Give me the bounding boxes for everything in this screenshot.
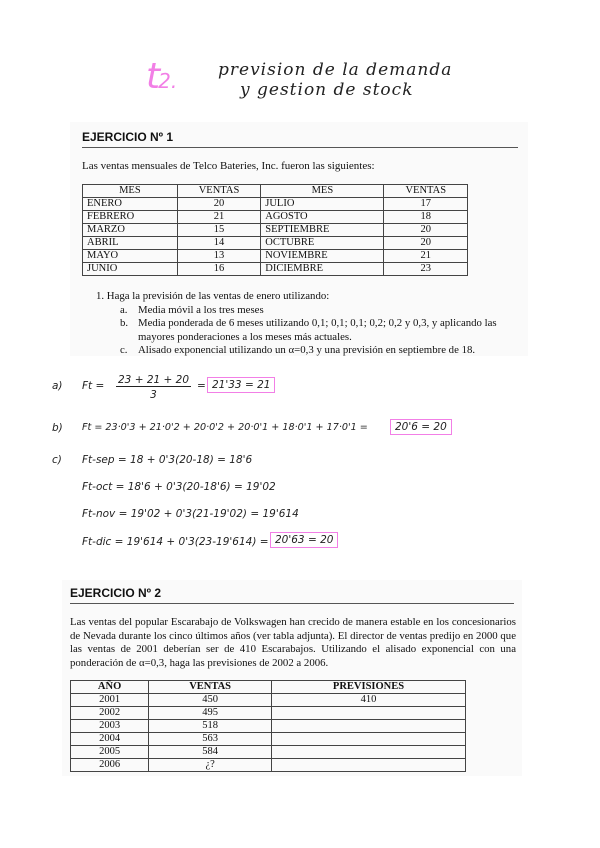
item-letter: a. [120, 303, 128, 316]
header-cell: AÑO [71, 681, 149, 694]
item-text: Media móvil a los tres meses [138, 303, 264, 316]
solution-a-fraction [116, 374, 191, 401]
month-cell: SEPTIEMBRE [261, 224, 384, 237]
solution-c-line: Ft-dic = 19'614 + 0'3(23-19'614) = [82, 536, 269, 548]
table-row [71, 694, 466, 707]
solution-a-lhs: Ft = [82, 380, 105, 392]
exercise2-block [62, 580, 522, 776]
header-cell: VENTAS [384, 185, 468, 198]
sales-cell: 14 [177, 237, 260, 250]
exercise2-title: EJERCICIO Nº 2 [70, 586, 514, 604]
forecast-cell [272, 707, 466, 720]
sales-cell: 17 [384, 198, 468, 211]
fraction-numerator: 23 + 21 + 20 [118, 374, 190, 386]
month-cell: MAYO [83, 250, 178, 263]
list-item [120, 304, 500, 318]
solution-b-label: b) [52, 422, 63, 434]
solution-c-result: 20'63 = 20 [270, 532, 338, 548]
table-row [71, 707, 466, 720]
sales-cell: 21 [384, 250, 468, 263]
solution-c-line: Ft-sep = 18 + 0'3(20-18) = 18'6 [82, 454, 253, 466]
month-cell: DICIEMBRE [261, 263, 384, 276]
fraction-denominator: 3 [150, 389, 157, 401]
year-cell: 2001 [71, 694, 149, 707]
table-row [71, 759, 466, 772]
year-cell: 2003 [71, 720, 149, 733]
sales-cell: 584 [149, 746, 272, 759]
forecast-cell [272, 733, 466, 746]
table-row [83, 198, 468, 211]
topic-label [146, 56, 177, 97]
sales-cell: 21 [177, 211, 260, 224]
table-row [71, 733, 466, 746]
exercise2-paragraph: Las ventas del popular Escarabajo de Volkswagen han crecido de manera estable en los concesionarios de Nevada durante los cinco últimos años (ver tabla adjunta). El director de ventas predijo en 2000 que las ventas de 2001 deberían ser de 410 Escarabajos. Utilizando el alisado exponencial con una ponderación de α=0,3, haga las previsiones de 2002 a 2006. [70, 616, 516, 669]
month-cell: JULIO [261, 198, 384, 211]
table-row [83, 237, 468, 250]
header-cell: VENTAS [149, 681, 272, 694]
sales-cell: 23 [384, 263, 468, 276]
sales-cell: 20 [177, 198, 260, 211]
month-cell: NOVIEMBRE [261, 250, 384, 263]
month-cell: ENERO [83, 198, 178, 211]
item-text: Media ponderada de 6 meses utilizando 0,1; 0,1; 0,1; 0,2; 0,2 y 0,3, y aplicando las mayores ponderaciones a los meses más actuales. [138, 317, 497, 343]
year-cell: 2006 [71, 759, 149, 772]
exercise1-block [70, 122, 528, 356]
header-cell: VENTAS [177, 185, 260, 198]
list-item [120, 344, 500, 358]
item-text: Alisado exponencial utilizando un α=0,3 y una previsión en septiembre de 18. [138, 344, 476, 356]
year-cell: 2004 [71, 733, 149, 746]
table-header-row [83, 185, 468, 198]
month-cell: ABRIL [83, 237, 178, 250]
forecast-cell [272, 720, 466, 733]
forecast-table [70, 680, 466, 772]
month-cell: OCTUBRE [261, 237, 384, 250]
sales-table [82, 184, 468, 276]
page-title-line1: prevision de la demanda [218, 60, 453, 80]
table-header-row [71, 681, 466, 694]
header-cell: MES [83, 185, 178, 198]
sales-cell: 15 [177, 224, 260, 237]
table-row [83, 250, 468, 263]
forecast-cell: 410 [272, 694, 466, 707]
table-row [83, 263, 468, 276]
month-cell: JUNIO [83, 263, 178, 276]
sales-cell: 16 [177, 263, 260, 276]
year-cell: 2002 [71, 707, 149, 720]
topic-number: 2. [158, 69, 178, 93]
topic-letter: t [146, 56, 159, 97]
solution-a-equals: = [197, 380, 206, 392]
solution-c-line: Ft-oct = 18'6 + 0'3(20-18'6) = 19'02 [82, 481, 276, 493]
page-title-line2: y gestion de stock [240, 80, 414, 100]
header-cell: MES [261, 185, 384, 198]
month-cell: AGOSTO [261, 211, 384, 224]
solution-b-result: 20'6 = 20 [390, 419, 452, 435]
table-row [83, 211, 468, 224]
table-row [71, 746, 466, 759]
solution-a-result: 21'33 = 21 [207, 377, 275, 393]
sales-cell: 518 [149, 720, 272, 733]
month-cell: FEBRERO [83, 211, 178, 224]
year-cell: 2005 [71, 746, 149, 759]
sales-cell: ¿? [149, 759, 272, 772]
forecast-cell [272, 746, 466, 759]
sales-cell: 13 [177, 250, 260, 263]
solution-a-label: a) [52, 380, 63, 392]
sales-cell: 563 [149, 733, 272, 746]
solution-c-line: Ft-nov = 19'02 + 0'3(21-19'02) = 19'614 [82, 508, 299, 520]
header-cell: PREVISIONES [272, 681, 466, 694]
month-cell: MARZO [83, 224, 178, 237]
item-letter: c. [120, 344, 128, 356]
item-letter: b. [120, 317, 129, 329]
exercise1-title: EJERCICIO Nº 1 [82, 130, 518, 148]
sales-cell: 450 [149, 694, 272, 707]
table-row [83, 224, 468, 237]
sales-cell: 20 [384, 237, 468, 250]
forecast-cell [272, 759, 466, 772]
solution-c-label: c) [52, 454, 62, 466]
solution-b-expression: Ft = 23·0'3 + 21·0'2 + 20·0'2 + 20·0'1 + 18·0'1 + 17·0'1 = [82, 422, 368, 433]
table-row [71, 720, 466, 733]
exercise1-intro: Las ventas mensuales de Telco Bateries, Inc. fueron las siguientes: [82, 160, 375, 172]
sales-cell: 18 [384, 211, 468, 224]
question-text: 1. Haga la previsión de las ventas de enero utilizando: [96, 290, 330, 302]
sales-cell: 495 [149, 707, 272, 720]
sales-cell: 20 [384, 224, 468, 237]
question-list [96, 290, 500, 358]
list-item [120, 317, 500, 344]
